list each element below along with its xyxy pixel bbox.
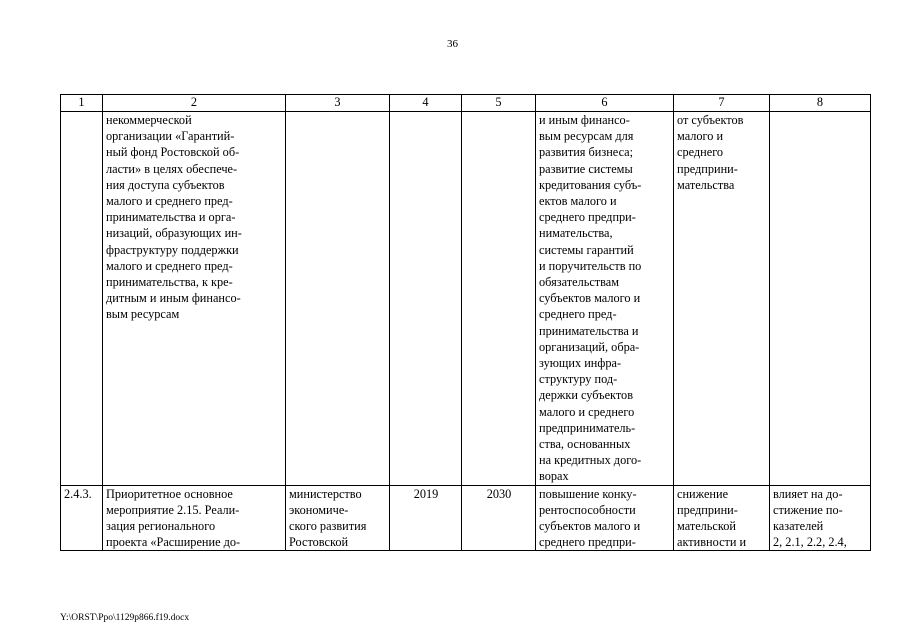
column-header-7: 7	[674, 95, 770, 112]
column-header-3: 3	[286, 95, 390, 112]
table-cell: некоммерческой организации «Гарантий- ный фонд Ростовской об- ласти» в целях обеспече- ния доступа субъектов малого и среднего пред- принимательства и орга- низаций, образующих ин- фраструктуру поддержки малого и среднего пред- принимательства, к кре- дитным и иным финансо- вым ресурсам	[103, 112, 286, 486]
footer-file-path: Y:\ORST\Ppo\1129p866.f19.docx	[60, 613, 190, 623]
table-cell: влияет на до- стижение по- казателей 2, 2.1, 2.2, 2.4,	[770, 485, 871, 551]
table-cell: Приоритетное основное мероприятие 2.15. Реали- зация регионального проекта «Расширение до-	[103, 485, 286, 551]
table-cell: от субъектов малого и среднего предприни- мательства	[674, 112, 770, 486]
table-row	[61, 485, 871, 551]
column-header-2: 2	[103, 95, 286, 112]
column-header-1: 1	[61, 95, 103, 112]
table-cell	[770, 112, 871, 486]
table-cell	[462, 112, 536, 486]
table-cell: повышение конку- рентоспособности субъектов малого и среднего предпри-	[536, 485, 674, 551]
table-cell: 2.4.3.	[61, 485, 103, 551]
column-header-4: 4	[390, 95, 462, 112]
table-cell: 2019	[390, 485, 462, 551]
page-number: 36	[447, 38, 458, 50]
header-row	[61, 95, 871, 112]
table-cell	[390, 112, 462, 486]
table-cell	[286, 112, 390, 486]
table-cell: 2030	[462, 485, 536, 551]
document-table	[60, 94, 871, 551]
table-cell	[61, 112, 103, 486]
column-header-6: 6	[536, 95, 674, 112]
table-cell: снижение предприни- мательской активности и	[674, 485, 770, 551]
table-cell: и иным финансо- вым ресурсам для развития бизнеса; развитие системы кредитования субъ- ектов малого и среднего предпри- нимательства, системы гарантий и поручительств по обязательствам субъектов малого и среднего пред- принимательства и организаций, обра- зующих инфра- структуру под- держки субъектов малого и среднего предприниматель- ства, основанных на кредитных дого- ворах	[536, 112, 674, 486]
table-row	[61, 112, 871, 486]
table-cell: министерство экономиче- ского развития Ростовской	[286, 485, 390, 551]
column-header-5: 5	[462, 95, 536, 112]
column-header-8: 8	[770, 95, 871, 112]
